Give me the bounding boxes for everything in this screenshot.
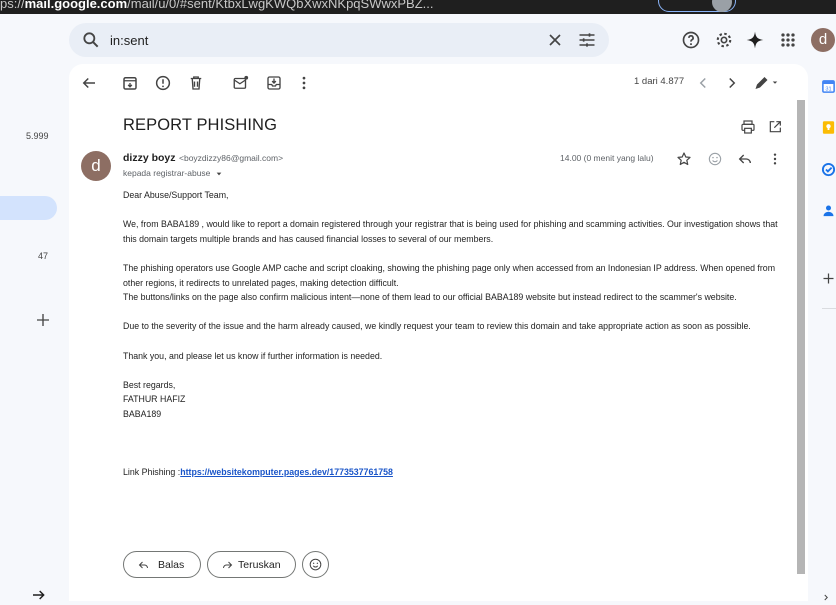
reply-button[interactable] bbox=[123, 551, 201, 578]
chevron-left-icon[interactable] bbox=[694, 74, 712, 92]
chevron-down-icon[interactable] bbox=[215, 170, 223, 178]
address-prefix: ps:// bbox=[0, 0, 25, 11]
report-spam-icon[interactable] bbox=[154, 74, 172, 92]
pen-icon[interactable] bbox=[752, 74, 780, 92]
keep-icon[interactable] bbox=[821, 120, 836, 135]
sender-email: <boyzdizzy86@gmail.com> bbox=[179, 153, 284, 163]
close-icon[interactable] bbox=[545, 30, 565, 50]
paragraph-3: Due to the severity of the issue and the harm already caused, we kindly request your team to review this domain and take appropriate action as soon as possible. bbox=[123, 321, 751, 332]
search-bar[interactable] bbox=[69, 23, 609, 57]
apps-icon[interactable] bbox=[778, 30, 798, 50]
reply-icon bbox=[137, 559, 150, 571]
chevron-right-icon[interactable] bbox=[723, 74, 741, 92]
plus-icon[interactable] bbox=[821, 271, 836, 286]
reply-label: Balas bbox=[158, 559, 185, 571]
address-bar[interactable] bbox=[0, 0, 433, 11]
move-to-icon[interactable] bbox=[265, 74, 283, 92]
reply-icon[interactable] bbox=[737, 151, 753, 167]
star-icon[interactable] bbox=[676, 151, 692, 167]
search-input[interactable]: in:sent bbox=[110, 33, 149, 48]
selected-nav-item[interactable] bbox=[0, 196, 57, 220]
plus-icon[interactable] bbox=[34, 311, 52, 329]
contacts-icon[interactable] bbox=[821, 203, 836, 218]
recipient-text: kepada registrar-abuse bbox=[123, 168, 211, 178]
archive-icon[interactable] bbox=[121, 74, 139, 92]
message-time: 14.00 (0 menit yang lalu) bbox=[560, 153, 654, 163]
forward-label: Teruskan bbox=[238, 559, 281, 571]
sender-name[interactable]: dizzy boyz bbox=[123, 152, 176, 164]
side-panel-divider bbox=[822, 308, 836, 309]
greeting: Dear Abuse/Support Team, bbox=[123, 190, 229, 200]
svg-text:31: 31 bbox=[825, 86, 832, 93]
calendar-icon[interactable] bbox=[821, 79, 836, 94]
emoji-reaction-button[interactable] bbox=[302, 551, 329, 578]
sender-avatar[interactable]: d bbox=[81, 151, 111, 181]
side-panel bbox=[812, 64, 836, 601]
signature-line: Best regards, bbox=[123, 379, 176, 390]
link-label: Link Phishing : bbox=[123, 466, 181, 477]
forward-icon bbox=[221, 559, 234, 571]
message-card bbox=[69, 64, 808, 601]
signature-name: FATHUR HAFIZ bbox=[123, 394, 186, 405]
forward-button[interactable] bbox=[207, 551, 296, 578]
mark-unread-icon[interactable] bbox=[232, 74, 250, 92]
phishing-link-line bbox=[123, 465, 783, 480]
inbox-count: 5.999 bbox=[26, 131, 49, 141]
address-rest: /mail/u/0/#sent/KtbxLwgKWQbXwxNKpqSWwxPBZ... bbox=[127, 0, 434, 11]
label-count: 47 bbox=[38, 251, 49, 261]
paragraph-2a: The phishing operators use Google AMP cache and script cloaking, showing the phishing page only when accessed from an Indonesian IP address. When opened from other regions, it redirects to unrelated pages, making detection difficult. bbox=[123, 262, 776, 288]
signature-org: BABA189 bbox=[123, 408, 162, 419]
paragraph-2b: The buttons/links on the page also confirm malicious intent—none of them lead to our official BABA189 website but instead redirect to the scammer's website. bbox=[123, 292, 737, 303]
emoji-icon[interactable] bbox=[707, 151, 723, 167]
gemini-icon[interactable] bbox=[745, 30, 765, 50]
search-icon[interactable] bbox=[81, 30, 101, 50]
email-body bbox=[123, 188, 783, 479]
gear-icon[interactable] bbox=[714, 30, 734, 50]
recipient-line[interactable] bbox=[123, 168, 223, 178]
account-avatar[interactable]: d bbox=[811, 28, 835, 52]
tasks-icon[interactable] bbox=[821, 162, 836, 177]
email-subject: REPORT PHISHING bbox=[123, 116, 278, 134]
more-vert-icon[interactable] bbox=[295, 74, 313, 92]
delete-icon[interactable] bbox=[187, 74, 205, 92]
phishing-link[interactable]: https://websitekomputer.pages.dev/1773537761758 bbox=[180, 466, 393, 477]
print-icon[interactable] bbox=[740, 119, 756, 135]
browser-top-strip bbox=[0, 0, 836, 14]
tune-icon[interactable] bbox=[577, 30, 597, 50]
address-host: mail.google.com bbox=[24, 0, 128, 11]
chevron-right-icon[interactable] bbox=[821, 590, 831, 605]
open-new-window-icon[interactable] bbox=[767, 119, 783, 135]
paragraph-4: Thank you, and please let us know if further information is needed. bbox=[123, 350, 383, 361]
more-vert-icon[interactable] bbox=[767, 151, 783, 167]
scrollbar[interactable] bbox=[797, 100, 805, 574]
emoji-icon bbox=[308, 557, 323, 572]
signature bbox=[123, 378, 783, 422]
paragraph-1: We, from BABA189 , would like to report a domain registered through your registrar that is being used for phishing and scamming activities. Our investigation shows that this domain targets multiple brands and has caused financial losses to several of our members. bbox=[123, 219, 778, 244]
pager-text: 1 dari 4.877 bbox=[634, 76, 685, 87]
help-icon[interactable] bbox=[681, 30, 701, 50]
back-arrow-icon[interactable] bbox=[80, 74, 98, 92]
